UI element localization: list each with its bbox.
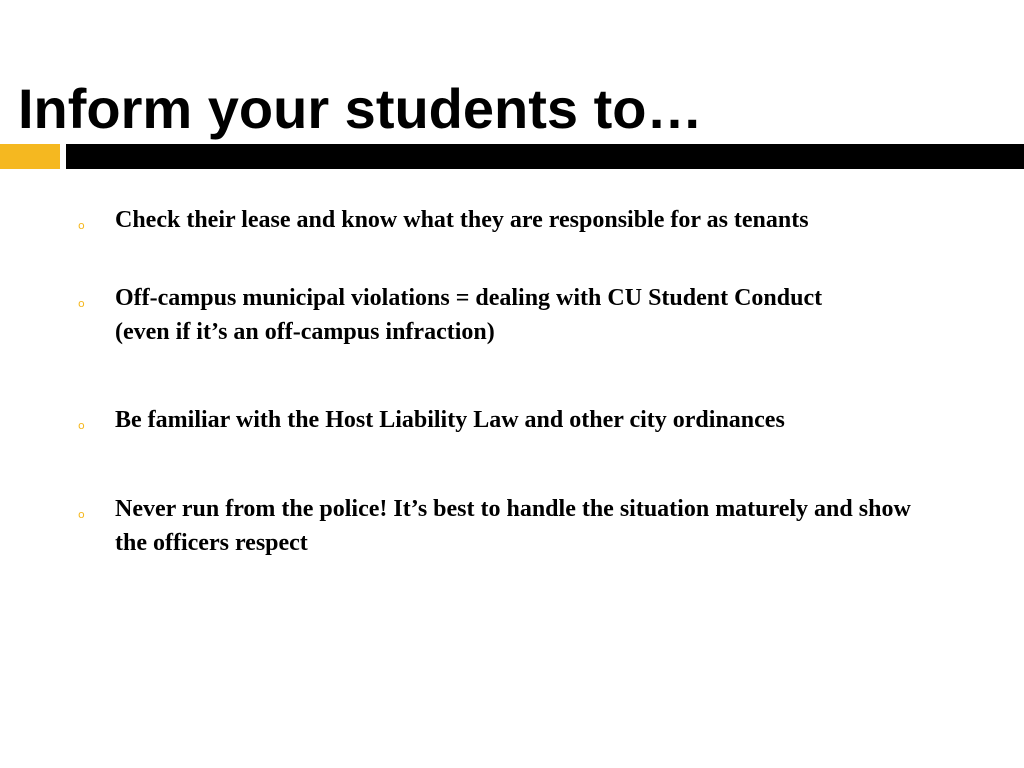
accent-bar-gold bbox=[0, 144, 60, 169]
bullet-marker-icon: o bbox=[78, 297, 85, 310]
bullet-text: Off-campus municipal violations = dealing with CU Student Conduct (even if it’s an off-campus infraction) bbox=[115, 285, 823, 345]
slide-title: Inform your students to… bbox=[18, 77, 703, 140]
accent-bar-black bbox=[66, 144, 1024, 169]
bullet-text: Check their lease and know what they are responsible for as tenants bbox=[115, 207, 809, 233]
bullet-text: Be familiar with the Host Liability Law and other city ordinances bbox=[115, 407, 785, 433]
bullet-marker-icon: o bbox=[78, 419, 85, 432]
bullet-marker-icon: o bbox=[78, 219, 85, 232]
bullet-text: Never run from the police! It’s best to handle the situation maturely and show the officers respect bbox=[115, 496, 911, 556]
bullet-marker-icon: o bbox=[78, 508, 85, 521]
